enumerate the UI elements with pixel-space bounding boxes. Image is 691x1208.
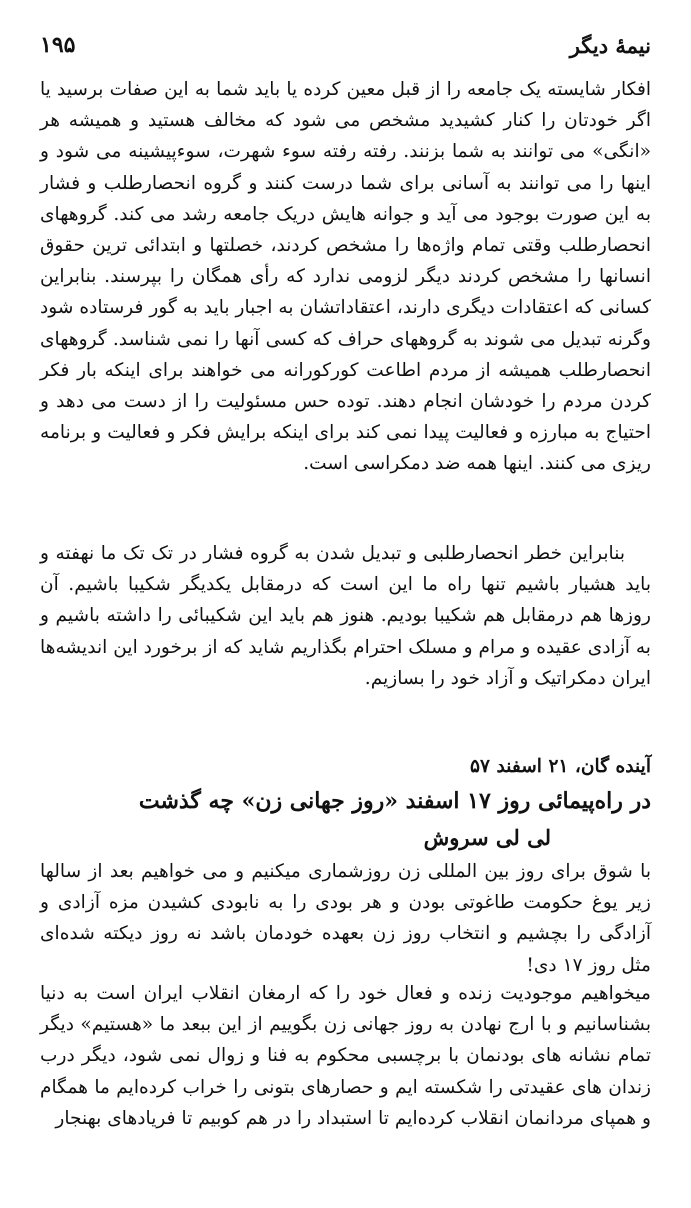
paragraph-4: میخواهیم موجودیت زنده و فعال خود را که ارمغان انقلاب ایران است به دنیا بشناسانیم و با ارج نهادن به روز جهانی زن بگوییم از این ببعد ما «هستیم» دیگر تمام نشانه های بودنمان با برچسبی محکوم به فنا و زوال نمی شود، دیگر درب زندان های عقیدتی را شکسته ایم و حصارهای بتونی را خراب کرده‌ایم ما همگام و همپای مردانمان انقلاب کرده‌ایم تا استبداد را در هم کوبیم تا فریادهای بهنجار [40,983,651,1129]
paragraph-2: بنابراین خطر انحصارطلبی و تبدیل شدن به گروه فشار در تک تک ما نهفته و باید هشیار باشیم تنها راه ما این است که درمقابل یکدیگر شکیبا باشیم. آن روزها هم درمقابل هم شکیبا بودیم. هنوز هم باید این شکیبائی را داشته باشیم و به آزادی عقیده و مرام و مسلک احترام بگذاریم شاید که از برخورد این اندیشه‌ها ایران دمکراتیک و آزاد خود را بسازیم. [40,543,651,689]
article-title: در راه‌پیمائی روز ۱۷ اسفند «روز جهانی زن» چه گذشت [138,788,651,814]
article-author: لی لی سروش [423,825,551,850]
paragraph-1: افکار شایسته یک جامعه را از قبل معین کرده یا باید شما به این صفات برسید یا اگر خودتان را کنار کشیدید مشخص می شود که مخالف هستید و همیشه هر «انگی» می توانند به شما بزنند. رفته رفته سوء شهرت، سوءپیشینه می شود و اینها را می توانند به آسانی برای شما درست کنند و گروه انحصارطلب و فشار به این صورت بوجود می آید و جوانه هایش دریک جامعه رشد می کند. گروههای انحصارطلب وقتی تمام واژه‌ها را مشخص کردند، خصلتها و ابتدائی ترین حقوق انسانها را مشخص کردند دیگر لزومی ندارد که رأی همگان را بپرسند. بنابراین کسانی که اعتقادات دیگری دارند، اعتقاداتشان به اجبار باید به گور فرستاده شود وگرنه تبدیل می شوند به گروههای حراف که کسی آنها را نمی شناسد. گروههای انحصارطلب همیشه از مردم اطاعت کورکورانه می خواهند برای اینکه بار فکر کردن مردم را خودشان انجام دهند. توده حس مسئولیت را از دست می دهد و احتیاج به مبارزه و فعالیت پیدا نمی کند برای اینکه برایش فکر و فعالیت و برنامه ریزی می کنند. اینها همه ضد دمکراسی است. [40,79,651,475]
page-number: ۱۹۵ [40,32,76,58]
running-head: نیمهٔ دیگر [569,32,651,58]
page-header [40,28,651,62]
paragraph-3: با شوق برای روز بین المللی زن روزشماری میکنیم و می خواهیم بعد از سالها زیر یوغ حکومت طاغوتی بودن و هر بودی را به نابودی کشیدن مزه آزادی و آزادگی را بچشیم و انتخاب روز زن بعهده خودمان باشد نه روز دیکته شده‌ای مثل روز ۱۷ دی! [40,861,651,976]
text-block-3 [40,856,651,981]
text-block-1 [40,74,651,480]
text-block-2 [40,538,651,694]
text-block-4 [40,978,651,1134]
article-source: آینده گان، ۲۱ اسفند ۵۷ [469,756,651,777]
